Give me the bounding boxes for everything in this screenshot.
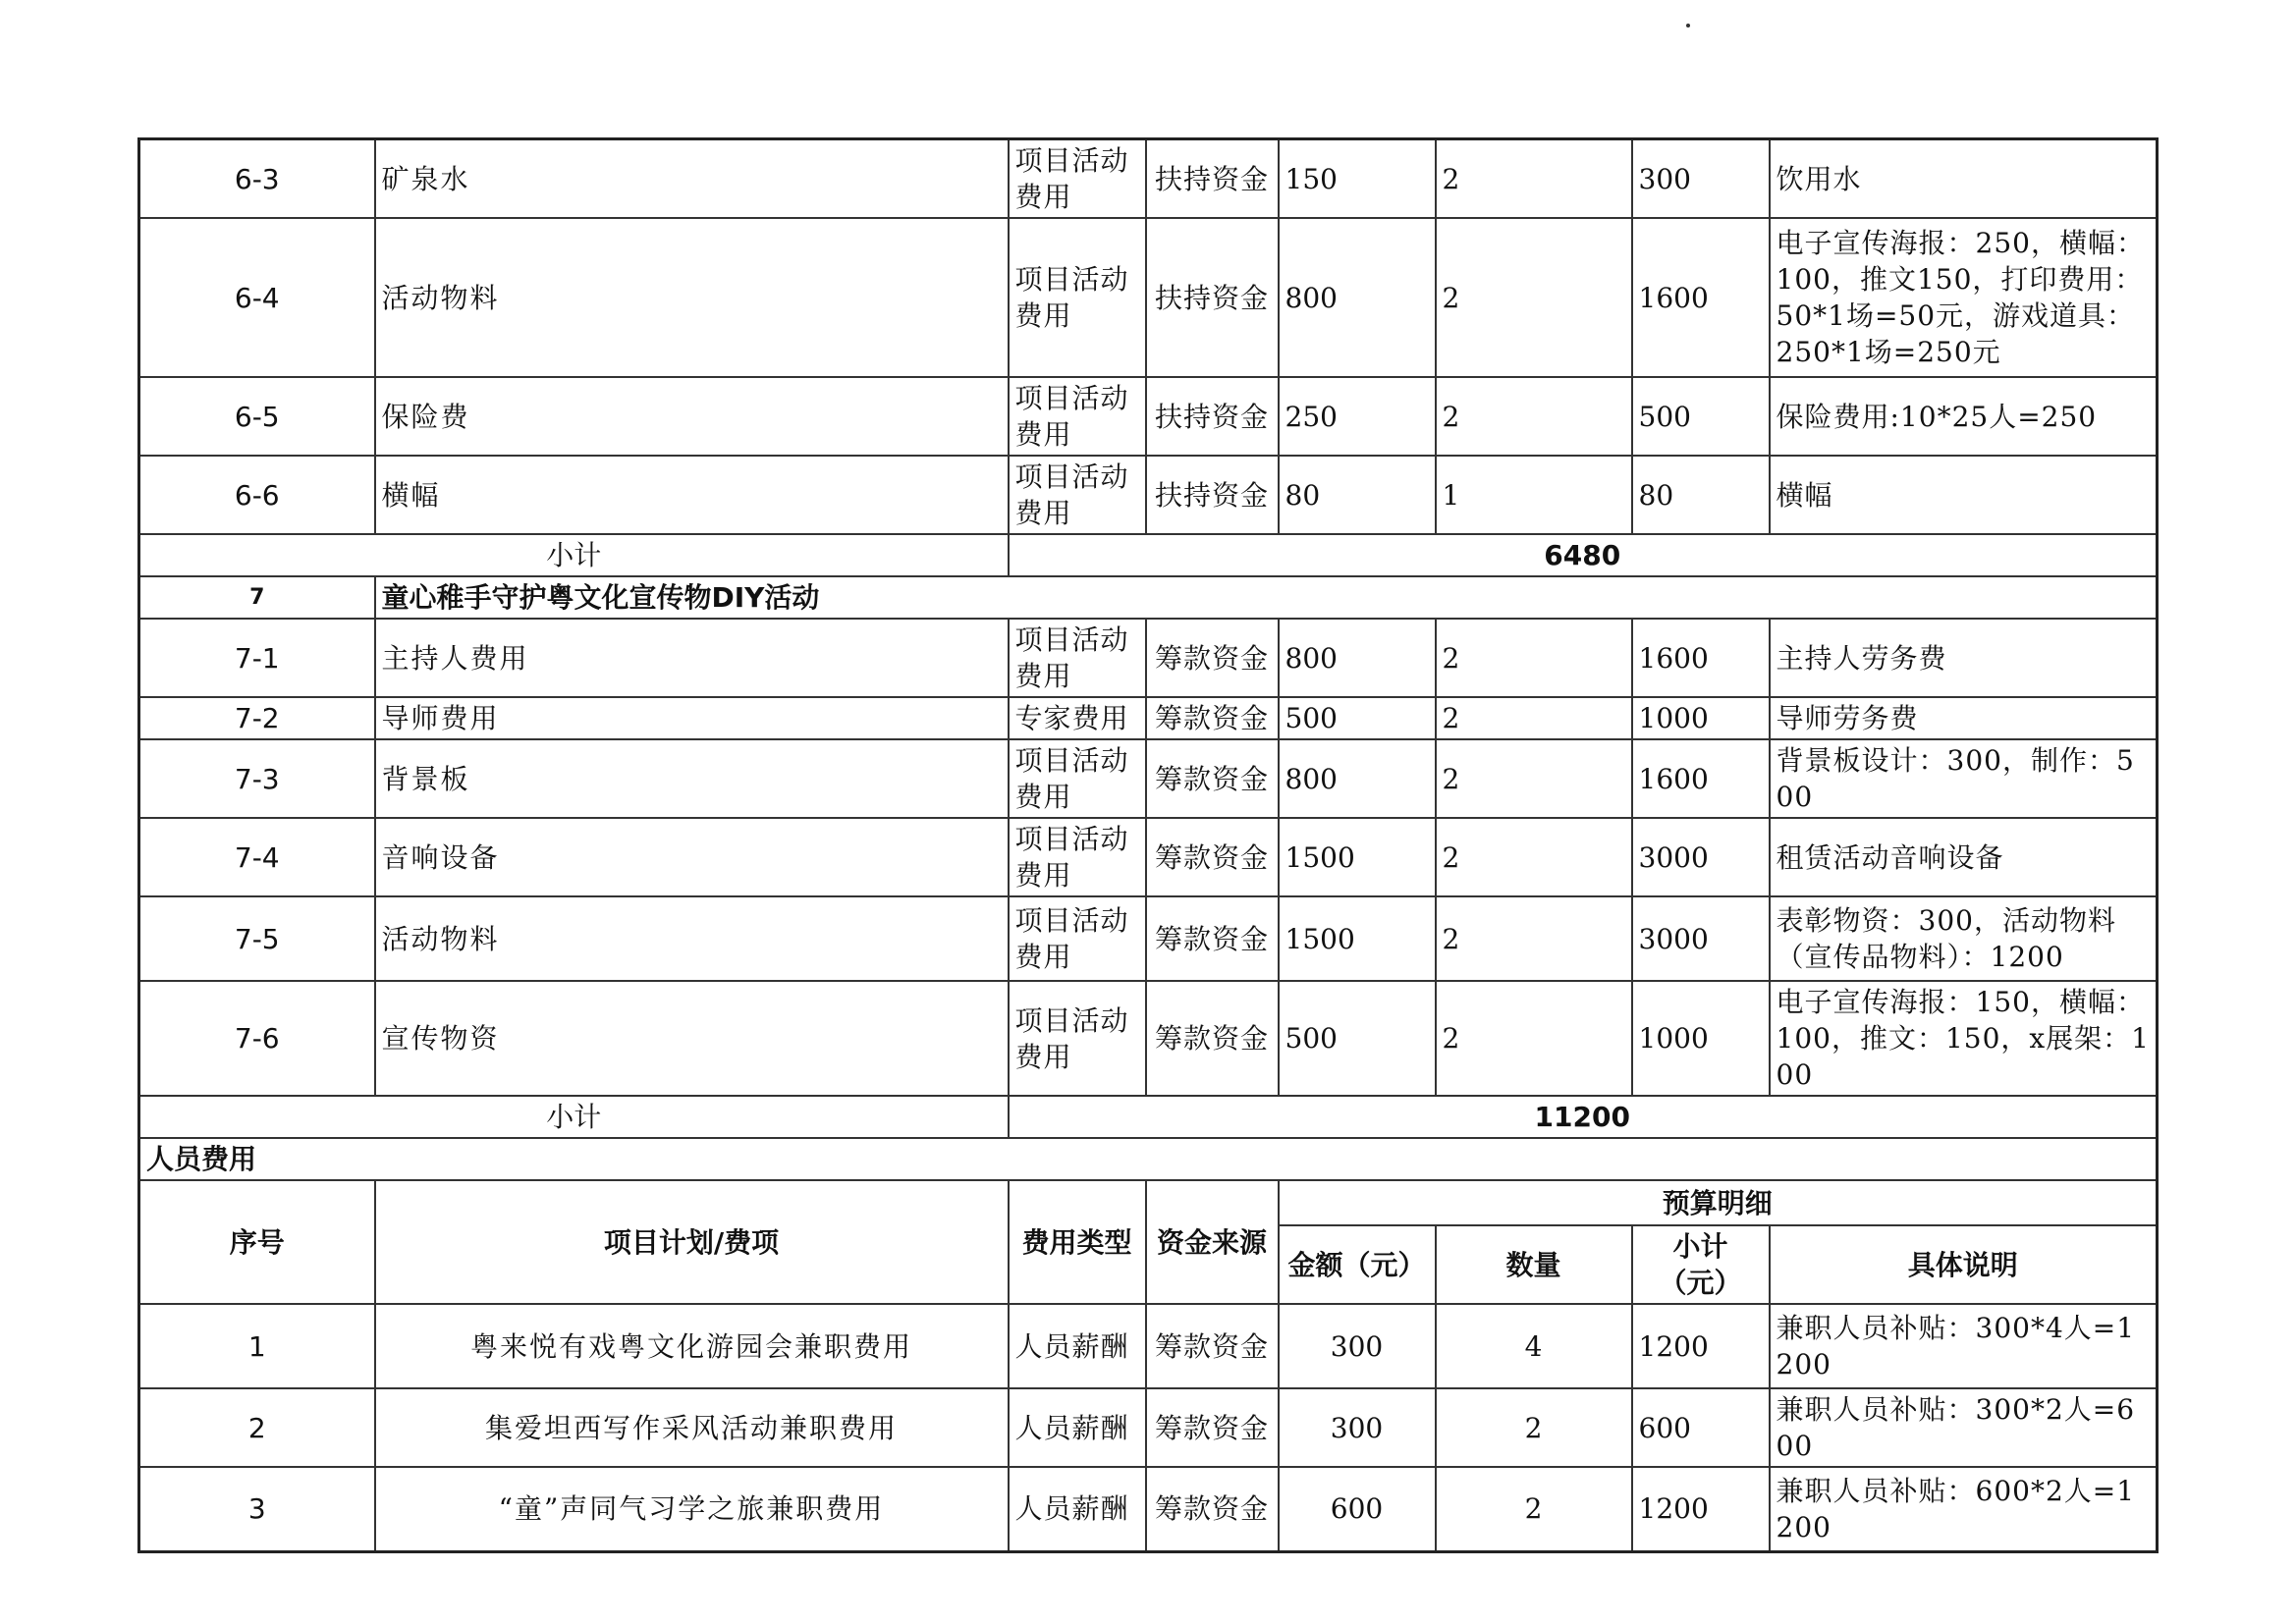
row-price: 1500	[1279, 818, 1436, 896]
row-item: 活动物料	[375, 896, 1009, 981]
table-row	[139, 697, 2158, 739]
row-subtotal: 3000	[1632, 818, 1770, 896]
row-price: 800	[1279, 218, 1436, 377]
row-desc: 兼职人员补贴：600*2人=1200	[1770, 1467, 2158, 1551]
row-item: 导师费用	[375, 697, 1009, 739]
table-row	[139, 1304, 2158, 1388]
subtotal-label: 小计	[139, 1096, 1009, 1138]
row-type: 项目活动费用	[1009, 739, 1146, 818]
row-number: 7-4	[139, 818, 375, 896]
row-amount: 300	[1279, 1388, 1436, 1467]
subtotal-value: 6480	[1009, 534, 2158, 576]
section-row	[139, 1138, 2158, 1180]
row-subtotal: 500	[1632, 377, 1770, 456]
row-qty: 2	[1436, 1467, 1632, 1551]
row-type: 专家费用	[1009, 697, 1146, 739]
row-desc: 导师劳务费	[1770, 697, 2158, 739]
row-number: 6-6	[139, 456, 375, 534]
row-price: 1500	[1279, 896, 1436, 981]
row-desc: 横幅	[1770, 456, 2158, 534]
row-desc: 主持人劳务费	[1770, 619, 2158, 697]
row-source: 筹款资金	[1146, 818, 1279, 896]
row-qty: 2	[1436, 981, 1632, 1096]
row-type: 项目活动费用	[1009, 218, 1146, 377]
row-source: 扶持资金	[1146, 139, 1279, 219]
section-number: 7	[139, 576, 375, 619]
row-qty: 4	[1436, 1304, 1632, 1388]
row-desc: 背景板设计：300，制作：500	[1770, 739, 2158, 818]
row-item: 宣传物资	[375, 981, 1009, 1096]
row-price: 800	[1279, 619, 1436, 697]
header-subtotal: 小计（元）	[1632, 1225, 1770, 1304]
row-item: 主持人费用	[375, 619, 1009, 697]
row-source: 筹款资金	[1146, 1304, 1279, 1388]
row-type: 项目活动费用	[1009, 896, 1146, 981]
row-qty: 2	[1436, 139, 1632, 219]
row-qty: 2	[1436, 818, 1632, 896]
row-qty: 2	[1436, 697, 1632, 739]
section-title: 童心稚手守护粤文化宣传物DIY活动	[375, 576, 2158, 619]
row-type: 项目活动费用	[1009, 981, 1146, 1096]
row-desc: 租赁活动音响设备	[1770, 818, 2158, 896]
row-number: 7-1	[139, 619, 375, 697]
row-subtotal: 1600	[1632, 619, 1770, 697]
row-qty: 2	[1436, 896, 1632, 981]
row-price: 500	[1279, 981, 1436, 1096]
table-row	[139, 1388, 2158, 1467]
subtotal-value: 11200	[1009, 1096, 2158, 1138]
subtotal-row	[139, 1096, 2158, 1138]
row-type: 项目活动费用	[1009, 377, 1146, 456]
row-source: 筹款资金	[1146, 1388, 1279, 1467]
row-item: 粤来悦有戏粤文化游园会兼职费用	[375, 1304, 1009, 1388]
row-subtotal: 1200	[1632, 1304, 1770, 1388]
row-subtotal: 300	[1632, 139, 1770, 219]
table-row	[139, 456, 2158, 534]
header-item: 项目计划/费项	[375, 1180, 1009, 1304]
row-qty: 2	[1436, 377, 1632, 456]
row-subtotal: 1000	[1632, 981, 1770, 1096]
row-desc: 饮用水	[1770, 139, 2158, 219]
row-number: 7-2	[139, 697, 375, 739]
row-amount: 300	[1279, 1304, 1436, 1388]
row-item: 活动物料	[375, 218, 1009, 377]
row-item: 背景板	[375, 739, 1009, 818]
row-desc: 兼职人员补贴：300*4人=1200	[1770, 1304, 2158, 1388]
row-subtotal: 1000	[1632, 697, 1770, 739]
row-qty: 2	[1436, 1388, 1632, 1467]
table-header-row	[139, 1180, 2158, 1225]
header-type: 费用类型	[1009, 1180, 1146, 1304]
row-subtotal: 1600	[1632, 218, 1770, 377]
row-item: 音响设备	[375, 818, 1009, 896]
table-row	[139, 896, 2158, 981]
subtotal-label: 小计	[139, 534, 1009, 576]
row-subtotal: 3000	[1632, 896, 1770, 981]
row-type: 人员薪酬	[1009, 1304, 1146, 1388]
row-type: 人员薪酬	[1009, 1388, 1146, 1467]
row-source: 扶持资金	[1146, 377, 1279, 456]
staff-section-title: 人员费用	[139, 1138, 2158, 1180]
row-number: 7-5	[139, 896, 375, 981]
row-number: 2	[139, 1388, 375, 1467]
table-row	[139, 981, 2158, 1096]
row-item: 保险费	[375, 377, 1009, 456]
header-number: 序号	[139, 1180, 375, 1304]
row-number: 7-3	[139, 739, 375, 818]
row-qty: 2	[1436, 739, 1632, 818]
row-price: 80	[1279, 456, 1436, 534]
row-source: 筹款资金	[1146, 619, 1279, 697]
row-qty: 2	[1436, 619, 1632, 697]
table-row	[139, 218, 2158, 377]
table-row	[139, 739, 2158, 818]
row-type: 项目活动费用	[1009, 139, 1146, 219]
row-desc: 电子宣传海报：150，横幅：100，推文：150，x展架：100	[1770, 981, 2158, 1096]
row-subtotal: 80	[1632, 456, 1770, 534]
row-subtotal: 1200	[1632, 1467, 1770, 1551]
row-source: 筹款资金	[1146, 896, 1279, 981]
row-type: 项目活动费用	[1009, 456, 1146, 534]
header-budget: 预算明细	[1279, 1180, 2158, 1225]
row-subtotal: 1600	[1632, 739, 1770, 818]
row-price: 150	[1279, 139, 1436, 219]
page-mark	[1686, 24, 1690, 27]
row-qty: 2	[1436, 218, 1632, 377]
row-price: 800	[1279, 739, 1436, 818]
table-row	[139, 1467, 2158, 1551]
subtotal-row	[139, 534, 2158, 576]
row-number: 6-5	[139, 377, 375, 456]
header-amount: 金额（元）	[1279, 1225, 1436, 1304]
row-source: 筹款资金	[1146, 981, 1279, 1096]
row-desc: 电子宣传海报：250，横幅：100，推文150，打印费用：50*1场=50元，游戏道具：250*1场=250元	[1770, 218, 2158, 377]
table-row	[139, 139, 2158, 219]
row-number: 3	[139, 1467, 375, 1551]
row-number: 6-3	[139, 139, 375, 219]
row-item: “童”声同气习学之旅兼职费用	[375, 1467, 1009, 1551]
row-desc: 兼职人员补贴：300*2人=600	[1770, 1388, 2158, 1467]
table-row	[139, 619, 2158, 697]
row-type: 项目活动费用	[1009, 818, 1146, 896]
row-desc: 保险费用:10*25人=250	[1770, 377, 2158, 456]
section-row	[139, 576, 2158, 619]
table-row	[139, 818, 2158, 896]
row-amount: 600	[1279, 1467, 1436, 1551]
row-type: 项目活动费用	[1009, 619, 1146, 697]
row-source: 筹款资金	[1146, 1467, 1279, 1551]
row-item: 集爱坦西写作采风活动兼职费用	[375, 1388, 1009, 1467]
row-source: 筹款资金	[1146, 697, 1279, 739]
row-number: 6-4	[139, 218, 375, 377]
row-type: 人员薪酬	[1009, 1467, 1146, 1551]
row-qty: 1	[1436, 456, 1632, 534]
row-subtotal: 600	[1632, 1388, 1770, 1467]
row-desc: 表彰物资：300，活动物料（宣传品物料）：1200	[1770, 896, 2158, 981]
row-source: 扶持资金	[1146, 456, 1279, 534]
row-item: 横幅	[375, 456, 1009, 534]
header-desc: 具体说明	[1770, 1225, 2158, 1304]
budget-table	[137, 137, 2159, 1553]
row-price: 250	[1279, 377, 1436, 456]
header-qty: 数量	[1436, 1225, 1632, 1304]
row-source: 筹款资金	[1146, 739, 1279, 818]
table-row	[139, 377, 2158, 456]
row-number: 1	[139, 1304, 375, 1388]
row-source: 扶持资金	[1146, 218, 1279, 377]
row-price: 500	[1279, 697, 1436, 739]
row-item: 矿泉水	[375, 139, 1009, 219]
header-source: 资金来源	[1146, 1180, 1279, 1304]
row-number: 7-6	[139, 981, 375, 1096]
